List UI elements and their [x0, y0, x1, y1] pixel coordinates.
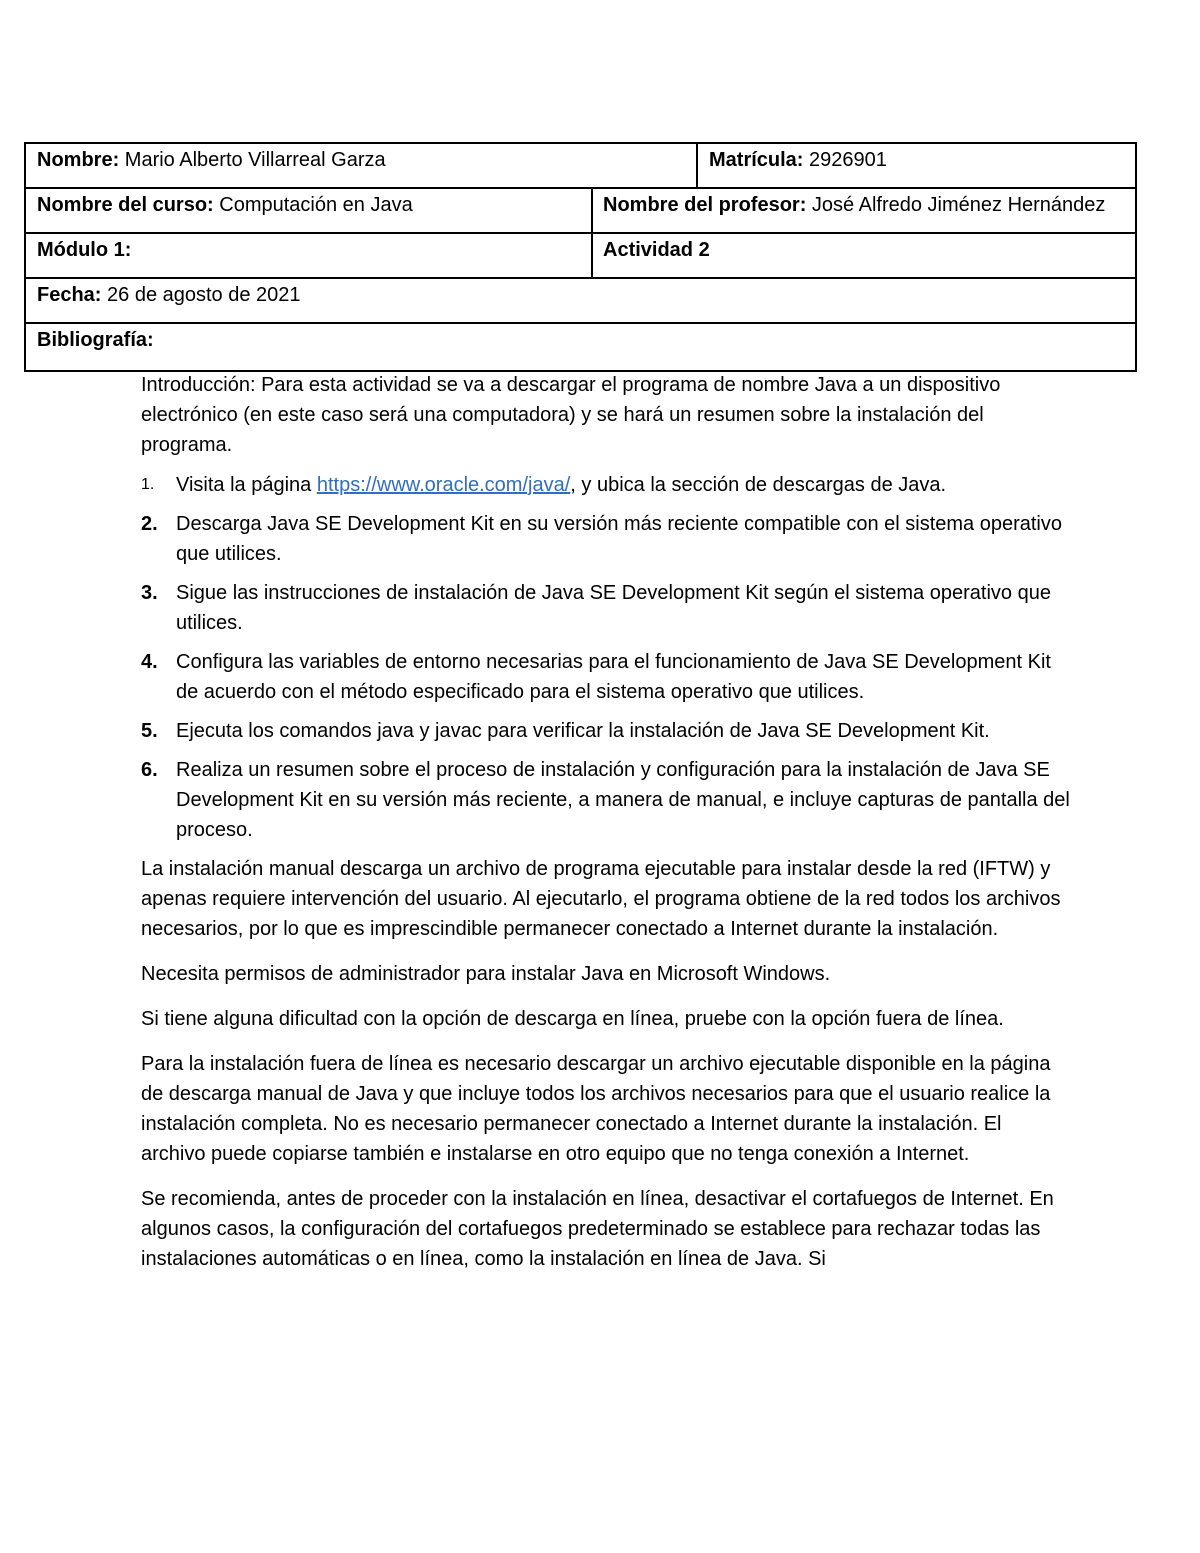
step-number: 4.	[141, 651, 158, 673]
modulo-label: Módulo 1:	[37, 239, 132, 261]
body-paragraph-5: Se recomienda, antes de proceder con la instalación en línea, desactivar el cortafuegos de Internet. En algunos casos, la configuración del cortafuegos predeterminado se establece para rechazar todas las instalaciones automáticas o en línea, como la instalación en línea de Java. Si	[141, 1188, 1054, 1270]
nombre-cell	[26, 144, 696, 187]
step-text: Realiza un resumen sobre el proceso de instalación y configuración para la instalación de Java SE Development Kit en su versión más reciente, a manera de manual, e incluye capturas de pantalla del proceso.	[176, 759, 1070, 841]
body-paragraph-4: Para la instalación fuera de línea es necesario descargar un archivo ejecutable disponible en la página de descarga manual de Java y que incluye todos los archivos necesarios para que el usuario realice la instalación completa. No es necesario permanecer conectado a Internet durante la instalación. El archivo puede copiarse también e instalarse en otro equipo que no tenga conexión a Internet.	[141, 1053, 1051, 1165]
document-body	[141, 370, 1071, 1289]
step-text: Descarga Java SE Development Kit en su versión más reciente compatible con el sistema operativo que utilices.	[176, 513, 1062, 565]
matricula-label: Matrícula:	[709, 149, 804, 171]
curso-cell	[26, 189, 591, 232]
step-item-3	[141, 578, 1071, 638]
oracle-java-link[interactable]: https://www.oracle.com/java/	[316, 474, 571, 496]
fecha-value: 26 de agosto de 2021	[101, 284, 301, 306]
header-row-5	[26, 324, 1135, 370]
step-item-6	[141, 755, 1071, 845]
body-paragraph-3: Si tiene alguna dificultad con la opción de descarga en línea, pruebe con la opción fuera de línea.	[141, 1008, 1004, 1030]
step-text: Ejecuta los comandos java y javac para verificar la instalación de Java SE Development Kit.	[176, 720, 990, 742]
nombre-value: Mario Alberto Villarreal Garza	[119, 149, 386, 171]
header-row-4	[26, 279, 1135, 324]
header-row-2	[26, 189, 1135, 234]
step-item-1	[141, 470, 1071, 500]
profesor-label: Nombre del profesor:	[603, 194, 807, 216]
step-number: 3.	[141, 582, 158, 604]
step-text-pre: Visita la página	[176, 474, 317, 496]
header-row-1	[26, 144, 1135, 189]
step-text: Sigue las instrucciones de instalación de Java SE Development Kit según el sistema operativo que utilices.	[176, 582, 1051, 634]
step-text-post: , y ubica la sección de descargas de Java.	[570, 474, 947, 496]
profesor-value: José Alfredo Jiménez Hernández	[806, 194, 1106, 216]
nombre-label: Nombre:	[37, 149, 120, 171]
step-item-4	[141, 647, 1071, 707]
matricula-cell	[696, 144, 1135, 187]
actividad-label: Actividad 2	[603, 239, 710, 261]
curso-label: Nombre del curso:	[37, 194, 214, 216]
intro-paragraph: Introducción: Para esta actividad se va a descargar el programa de nombre Java a un dispositivo electrónico (en este caso será una computadora) y se hará un resumen sobre la instalación del programa.	[141, 374, 1001, 456]
modulo-cell	[26, 234, 591, 277]
step-item-5	[141, 716, 1071, 746]
step-number: 2.	[141, 513, 158, 535]
step-number: 6.	[141, 759, 158, 781]
bibliografia-label: Bibliografía:	[37, 329, 154, 351]
matricula-value: 2926901	[803, 149, 887, 171]
bibliografia-cell	[26, 324, 1135, 370]
header-table	[24, 142, 1137, 372]
body-paragraph-2: Necesita permisos de administrador para instalar Java en Microsoft Windows.	[141, 963, 831, 985]
actividad-cell	[591, 234, 1135, 277]
fecha-cell	[26, 279, 1135, 322]
step-item-2	[141, 509, 1071, 569]
profesor-cell	[591, 189, 1135, 232]
step-number: 1.	[141, 476, 155, 493]
step-text: Configura las variables de entorno necesarias para el funcionamiento de Java SE Development Kit de acuerdo con el método especificado para el sistema operativo que utilices.	[176, 651, 1051, 703]
steps-list	[141, 470, 1071, 845]
fecha-label: Fecha:	[37, 284, 102, 306]
curso-value: Computación en Java	[213, 194, 413, 216]
header-row-3	[26, 234, 1135, 279]
step-number: 5.	[141, 720, 158, 742]
body-paragraph-1: La instalación manual descarga un archivo de programa ejecutable para instalar desde la red (IFTW) y apenas requiere intervención del usuario. Al ejecutarlo, el programa obtiene de la red todos los archivos necesarios, por lo que es imprescindible permanecer conectado a Internet durante la instalación.	[141, 858, 1061, 940]
